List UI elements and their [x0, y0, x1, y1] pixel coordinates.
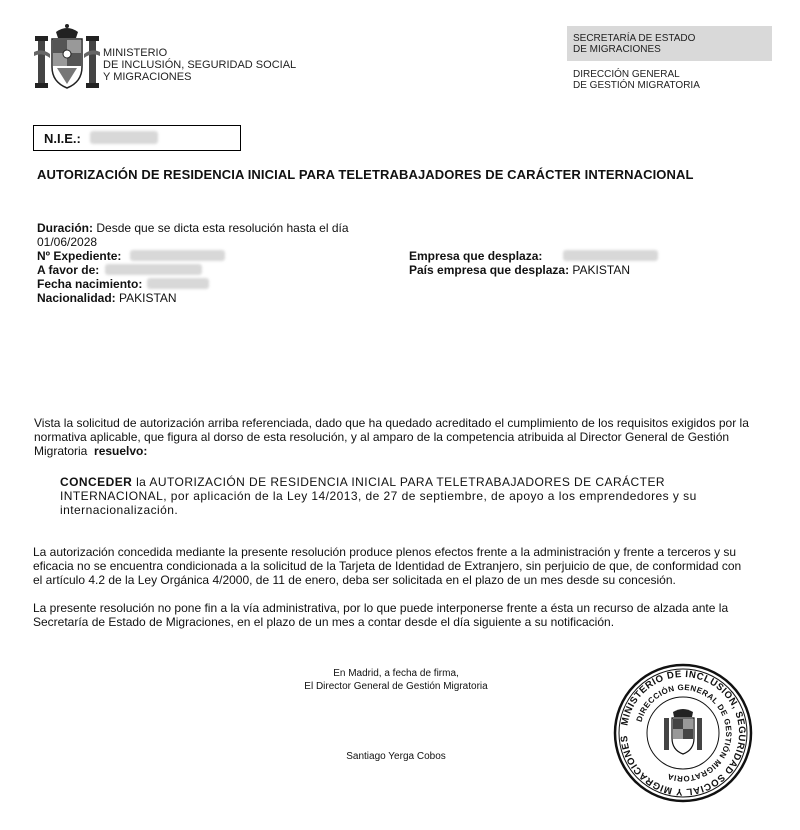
nacionalidad-value: PAKISTAN: [119, 291, 177, 305]
ministry-line: DE INCLUSIÓN, SEGURIDAD SOCIAL: [103, 59, 297, 71]
direccion-line: DIRECCIÓN GENERAL: [573, 69, 680, 80]
pais-empresa-value: PAKISTAN: [572, 263, 630, 277]
pais-empresa-label: País empresa que desplaza:: [409, 263, 570, 277]
empresa-redacted: [563, 250, 658, 261]
signature-place-date: En Madrid, a fecha de firma,: [333, 668, 459, 679]
ministry-line: Y MIGRACIONES: [103, 71, 192, 83]
seal-inner-text: DIRECCIÓN GENERAL DE GESTIÓN MIGRATORIA: [634, 682, 734, 784]
duracion-label: Duración:: [37, 221, 94, 235]
recurso-line: La presente resolución no pone fin a la vía administrativa, por lo que puede interponerse frente a ésta un recurso de alzada ante la: [33, 601, 729, 615]
intro-line: Vista la solicitud de autorización arriba referenciada, dado que ha quedado acreditado el cumplimiento de los requisitos exigidos por la: [34, 416, 749, 430]
nie-value-redacted: [90, 131, 158, 144]
seal-ring-text: MINISTERIO DE INCLUSIÓN, SEGURIDAD SOCIAL Y MIGRACIONES: [618, 668, 748, 798]
duracion-date: 01/06/2028: [37, 235, 98, 249]
conceder-line: internacionalización.: [60, 503, 179, 518]
recurso-line: Secretaría de Estado de Migraciones, en el plazo de un mes a contar desde el día siguiente a su notificación.: [33, 615, 615, 630]
direccion-line: DE GESTIÓN MIGRATORIA: [573, 80, 700, 91]
expediente-redacted: [130, 250, 225, 261]
empresa-label: Empresa que desplaza:: [409, 249, 543, 263]
direccion-name: [573, 69, 700, 91]
conceder-paragraph: [60, 475, 750, 518]
intro-paragraph: [34, 416, 762, 459]
official-seal-icon: [612, 662, 754, 804]
fecha-nac-label: Fecha nacimiento:: [37, 277, 143, 291]
intro-line: Migratoria resuelvo:: [34, 444, 148, 459]
efectos-paragraph: [33, 545, 763, 588]
nie-label: N.I.E.:: [44, 131, 81, 146]
coat-of-arms-icon: [32, 22, 102, 94]
a-favor-label: A favor de:: [37, 263, 100, 277]
ministry-line: MINISTERIO: [103, 47, 168, 59]
a-favor-redacted: [105, 264, 202, 275]
conceder-line: INTERNACIONAL, por aplicación de la Ley 14/2013, de 27 de septiembre, de apoyo a los emprendedores y su: [60, 489, 697, 504]
expediente-label: Nº Expediente:: [37, 249, 122, 263]
signature-role: El Director General de Gestión Migratoria: [304, 681, 488, 692]
conceder-word: CONCEDER: [60, 475, 133, 489]
intro-line: normativa aplicable, que figura al dorso de esta resolución, y al amparo de la competencia atribuida al Director General de Gestión: [34, 430, 730, 445]
resuelvo-word: resuelvo:: [94, 444, 148, 459]
secretaria-line: SECRETARÍA DE ESTADO: [573, 33, 696, 44]
efectos-line: La autorización concedida mediante la presente resolución produce plenos efectos frente a la administración y frente a terceros y su: [33, 545, 737, 559]
signature-name: Santiago Yerga Cobos: [346, 751, 446, 762]
conceder-line: CONCEDER la AUTORIZACIÓN DE RESIDENCIA INICIAL PARA TELETRABAJADORES DE CARÁCTER: [60, 475, 666, 489]
duracion-value: Desde que se dicta esta resolución hasta el día: [96, 221, 349, 235]
pais-empresa-line: [409, 263, 630, 277]
secretaria-name: [573, 33, 695, 55]
document-title: AUTORIZACIÓN DE RESIDENCIA INICIAL PARA TELETRABAJADORES DE CARÁCTER INTERNACIONAL: [37, 167, 694, 182]
recurso-paragraph: [33, 601, 763, 629]
ministry-name: [103, 47, 296, 83]
secretaria-line: DE MIGRACIONES: [573, 44, 661, 55]
efectos-line: eficacia no se encuentra condicionada a la solicitud de la Tarjeta de Identidad de Extranjero, sin perjuicio de que, de conformidad con: [33, 559, 742, 574]
nacionalidad-line: [37, 291, 177, 305]
efectos-line: el artículo 4.2 de la Ley Orgánica 4/2000, de 11 de enero, deba ser solicitada en el plazo de un mes desde su concesión.: [33, 573, 676, 588]
fecha-nac-redacted: [147, 278, 209, 289]
nacionalidad-label: Nacionalidad:: [37, 291, 116, 305]
duracion-line: [37, 221, 349, 235]
